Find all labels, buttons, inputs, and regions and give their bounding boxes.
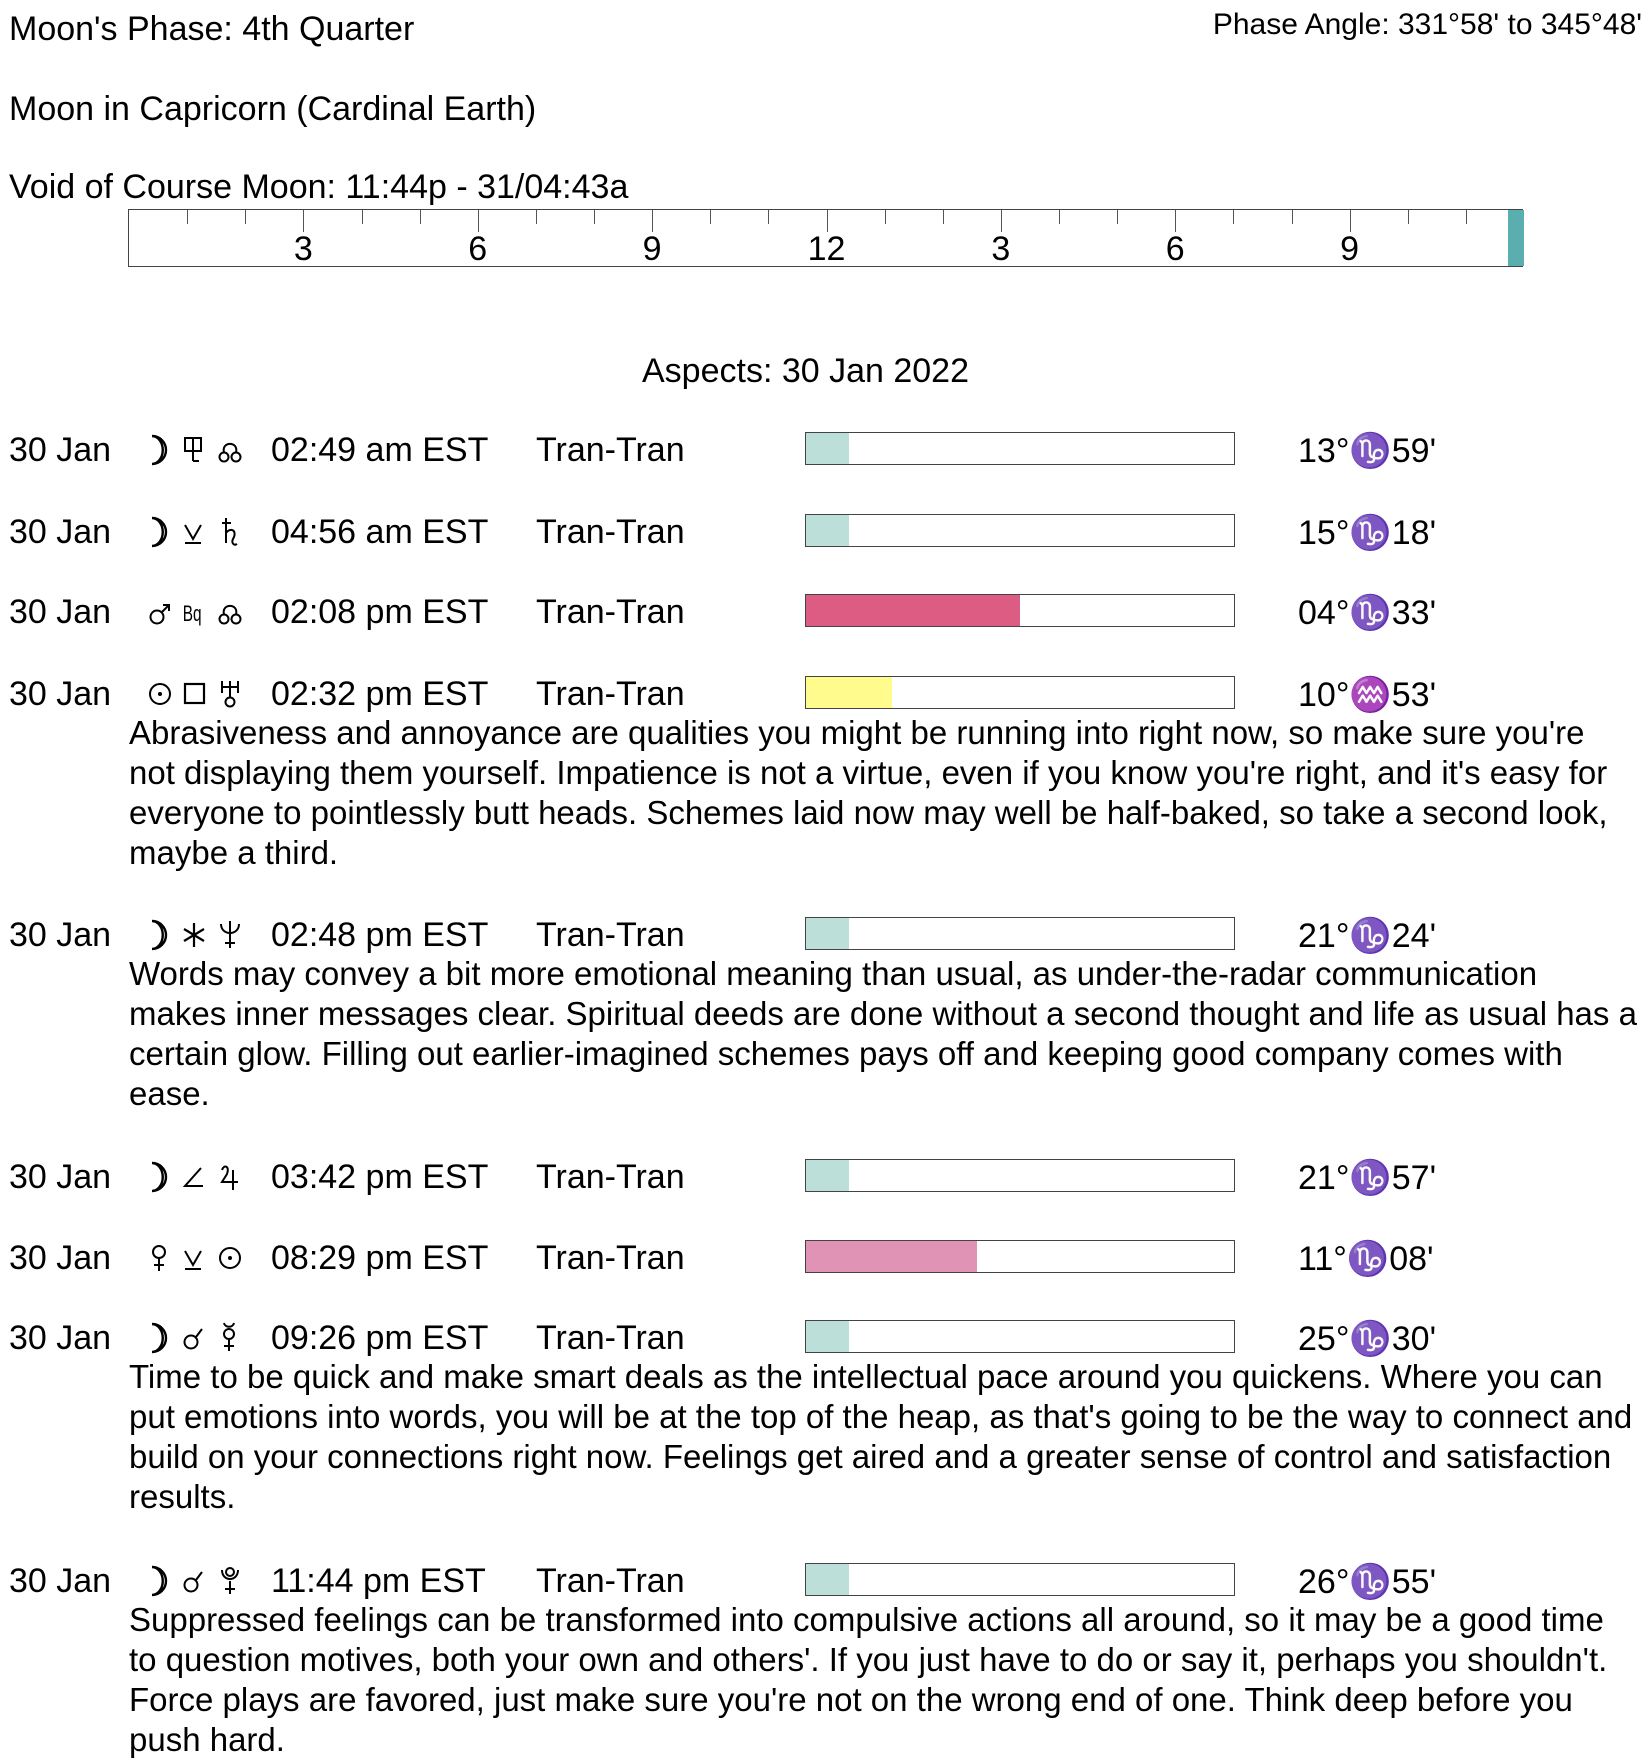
aspect-time: 09:26 pm EST: [271, 1319, 489, 1357]
conjunction-icon: [185, 1572, 203, 1592]
timeline-tick: [1292, 210, 1293, 224]
aspect-glyphs: [148, 433, 258, 469]
aspect-time: 02:49 am EST: [271, 431, 489, 469]
biquintile-icon: [183, 602, 202, 626]
aspect-date: 30 Jan: [9, 916, 112, 954]
aspect-strength-fill: [806, 1241, 977, 1272]
aspect-strength-fill: [806, 1564, 849, 1595]
void-period-block: [1508, 210, 1524, 266]
aspect-position: 11°♑08': [1298, 1240, 1434, 1278]
timeline-hour-label: 6: [468, 230, 488, 268]
aspect-type: Tran-Tran: [536, 593, 685, 631]
timeline-tick: [245, 210, 246, 224]
timeline-tick: [478, 210, 479, 232]
aspect-strength-bar: [805, 1563, 1235, 1596]
timeline-tick: [1059, 210, 1060, 224]
aspect-glyphs: [148, 515, 258, 551]
moon-icon: [152, 1163, 166, 1191]
aspect-glyphs: [148, 677, 258, 713]
aspect-strength-bar: [805, 1240, 1235, 1273]
semisextile-icon: [185, 1251, 201, 1269]
aspect-date: 30 Jan: [9, 1158, 112, 1196]
timeline-tick: [536, 210, 537, 224]
aspect-interpretation: Time to be quick and make smart deals as the intellectual pace around you quickens. Where you can put emotions into words, you will be at the top of the heap, as that's going to be the way to connect and build on your connections right now. Feelings get aired and a greater sense of control and satisfaction results.: [129, 1358, 1633, 1515]
aspect-time: 02:48 pm EST: [271, 916, 489, 954]
aspect-date: 30 Jan: [9, 1319, 112, 1357]
phase-angle: Phase Angle: 331°58' to 345°48': [1212, 8, 1642, 41]
aspect-row: [0, 1239, 1646, 1279]
timeline-tick: [1001, 210, 1002, 232]
aspect-row: [0, 431, 1646, 471]
aspect-interpretation: Words may convey a bit more emotional meaning than usual, as under-the-radar communication makes inner messages clear. Spiritual deeds are done without a second thought and life as usual has a certain glow. Filling out earlier-imagined schemes pays off and keeping good company comes with ease.: [129, 955, 1637, 1112]
aspect-row: [0, 513, 1646, 553]
pluto-icon: [222, 1568, 238, 1594]
aspect-glyphs: [148, 918, 258, 954]
timeline-hour-label: 9: [642, 230, 662, 268]
aspect-strength-fill: [806, 433, 849, 464]
aspect-date: 30 Jan: [9, 593, 112, 631]
moon-icon: [152, 436, 166, 464]
aspect-date: 30 Jan: [9, 513, 112, 551]
timeline-hour-label: 12: [807, 230, 846, 268]
timeline-tick: [594, 210, 595, 224]
aspect-strength-fill: [806, 1160, 849, 1191]
uranus-icon: [222, 681, 238, 707]
timeline-tick: [710, 210, 711, 224]
neptune-icon: [221, 921, 239, 948]
aspect-position: 25°♑30': [1298, 1320, 1437, 1358]
semidecile-icon: [185, 438, 201, 461]
aspect-glyphs: [148, 1241, 258, 1277]
aspect-position: 21°♑57': [1298, 1159, 1437, 1197]
moon-icon: [152, 518, 166, 546]
void-of-course: Void of Course Moon: 11:44p - 31/04:43a: [9, 168, 629, 206]
moon-icon: [152, 921, 166, 949]
timeline-tick: [652, 210, 653, 232]
aspect-date: 30 Jan: [9, 675, 112, 713]
timeline-tick: [885, 210, 886, 224]
aspect-strength-bar: [805, 432, 1235, 465]
aspect-type: Tran-Tran: [536, 675, 685, 713]
timeline-hour-label: 6: [1165, 230, 1185, 268]
aspects-title: Aspects: 30 Jan 2022: [642, 352, 970, 390]
moon-icon: [152, 1324, 166, 1352]
aspect-date: 30 Jan: [9, 1239, 112, 1277]
aspect-type: Tran-Tran: [536, 1562, 685, 1600]
timeline-tick: [1408, 210, 1409, 224]
aspect-strength-fill: [806, 595, 1020, 626]
semisquare-icon: [185, 1168, 203, 1186]
aspect-row: [0, 593, 1646, 633]
aspect-row: [0, 1562, 1646, 1602]
timeline-tick: [768, 210, 769, 224]
mercury-icon: [224, 1323, 234, 1351]
aspect-strength-fill: [806, 918, 849, 949]
aspect-position: 13°♑59': [1298, 432, 1437, 470]
aspect-type: Tran-Tran: [536, 916, 685, 954]
timeline-tick: [1117, 210, 1118, 224]
mars-icon: [151, 605, 170, 624]
aspect-position: 04°♑33': [1298, 594, 1437, 632]
timeline-hour-label: 3: [991, 230, 1011, 268]
timeline-tick: [420, 210, 421, 224]
moon-icon: [152, 1567, 166, 1595]
aspect-position: 21°♑24': [1298, 917, 1437, 955]
aspect-time: 08:29 pm EST: [271, 1239, 489, 1277]
aspect-position: 15°♑18': [1298, 514, 1437, 552]
timeline-hour-label: 9: [1340, 230, 1360, 268]
aspect-glyphs: [148, 1321, 258, 1357]
aspect-row: [0, 675, 1646, 715]
aspect-strength-fill: [806, 677, 892, 708]
aspect-strength-bar: [805, 917, 1235, 950]
aspect-time: 02:08 pm EST: [271, 593, 489, 631]
aspect-type: Tran-Tran: [536, 1239, 685, 1277]
venus-icon: [153, 1246, 165, 1271]
moon-phase: Moon's Phase: 4th Quarter: [9, 10, 415, 48]
aspect-interpretation: Suppressed feelings can be transformed into compulsive actions all around, so it may be a good time to question motives, both your own and others'. If you just have to do or say it, perhaps you shouldn't. Force plays are favored, just make sure you're not on the wrong end of one. Think deep before you push hard.: [129, 1601, 1608, 1758]
aspect-date: 30 Jan: [9, 431, 112, 469]
void-timeline: [128, 209, 1523, 267]
aspect-time: 04:56 am EST: [271, 513, 489, 551]
semisextile-icon: [185, 525, 201, 543]
timeline-tick: [1175, 210, 1176, 232]
aspect-type: Tran-Tran: [536, 431, 685, 469]
aspect-interpretation: Abrasiveness and annoyance are qualities you might be running into right now, so make sure you're not displaying them yourself. Impatience is not a virtue, even if you know you're right, and it's easy for everyone to pointlessly butt heads. Schemes laid now may well be half-baked, so take a second look, maybe a third.: [129, 714, 1608, 871]
sun-icon: [220, 1248, 240, 1268]
aspect-glyphs: [148, 1564, 258, 1600]
aspect-strength-bar: [805, 1159, 1235, 1192]
aspect-position: 10°♒53': [1298, 676, 1437, 714]
aspect-date: 30 Jan: [9, 1562, 112, 1600]
timeline-tick: [1466, 210, 1467, 224]
aspect-strength-bar: [805, 676, 1235, 709]
aspect-strength-fill: [806, 1321, 849, 1352]
sextile-icon: [184, 923, 204, 947]
aspect-glyphs: [148, 1160, 258, 1196]
aspect-time: 03:42 pm EST: [271, 1158, 489, 1196]
node-icon: [220, 444, 241, 462]
aspect-time: 11:44 pm EST: [271, 1562, 486, 1600]
timeline-tick: [943, 210, 944, 224]
aspect-type: Tran-Tran: [536, 1158, 685, 1196]
aspect-strength-bar: [805, 594, 1235, 627]
node-icon: [220, 606, 241, 624]
aspect-row: [0, 1158, 1646, 1198]
jupiter-icon: [222, 1167, 238, 1190]
aspect-position: 26°♑55': [1298, 1563, 1437, 1601]
timeline-tick: [1233, 210, 1234, 224]
svg-text:Bq: Bq: [182, 602, 202, 627]
aspect-row: [0, 1319, 1646, 1359]
aspect-type: Tran-Tran: [536, 1319, 685, 1357]
square-icon: [185, 684, 204, 703]
timeline-tick: [362, 210, 363, 224]
aspect-type: Tran-Tran: [536, 513, 685, 551]
aspect-glyphs: [148, 595, 258, 631]
timeline-hour-label: 3: [293, 230, 313, 268]
timeline-tick: [187, 210, 188, 224]
moon-sign: Moon in Capricorn (Cardinal Earth): [9, 90, 537, 128]
aspect-strength-bar: [805, 1320, 1235, 1353]
conjunction-icon: [185, 1329, 203, 1349]
aspect-row: [0, 916, 1646, 956]
timeline-tick: [1350, 210, 1351, 232]
aspect-strength-bar: [805, 514, 1235, 547]
sun-icon: [150, 684, 170, 704]
aspect-strength-fill: [806, 515, 849, 546]
timeline-tick: [827, 210, 828, 232]
aspect-time: 02:32 pm EST: [271, 675, 489, 713]
timeline-tick: [303, 210, 304, 232]
saturn-icon: [222, 518, 237, 545]
